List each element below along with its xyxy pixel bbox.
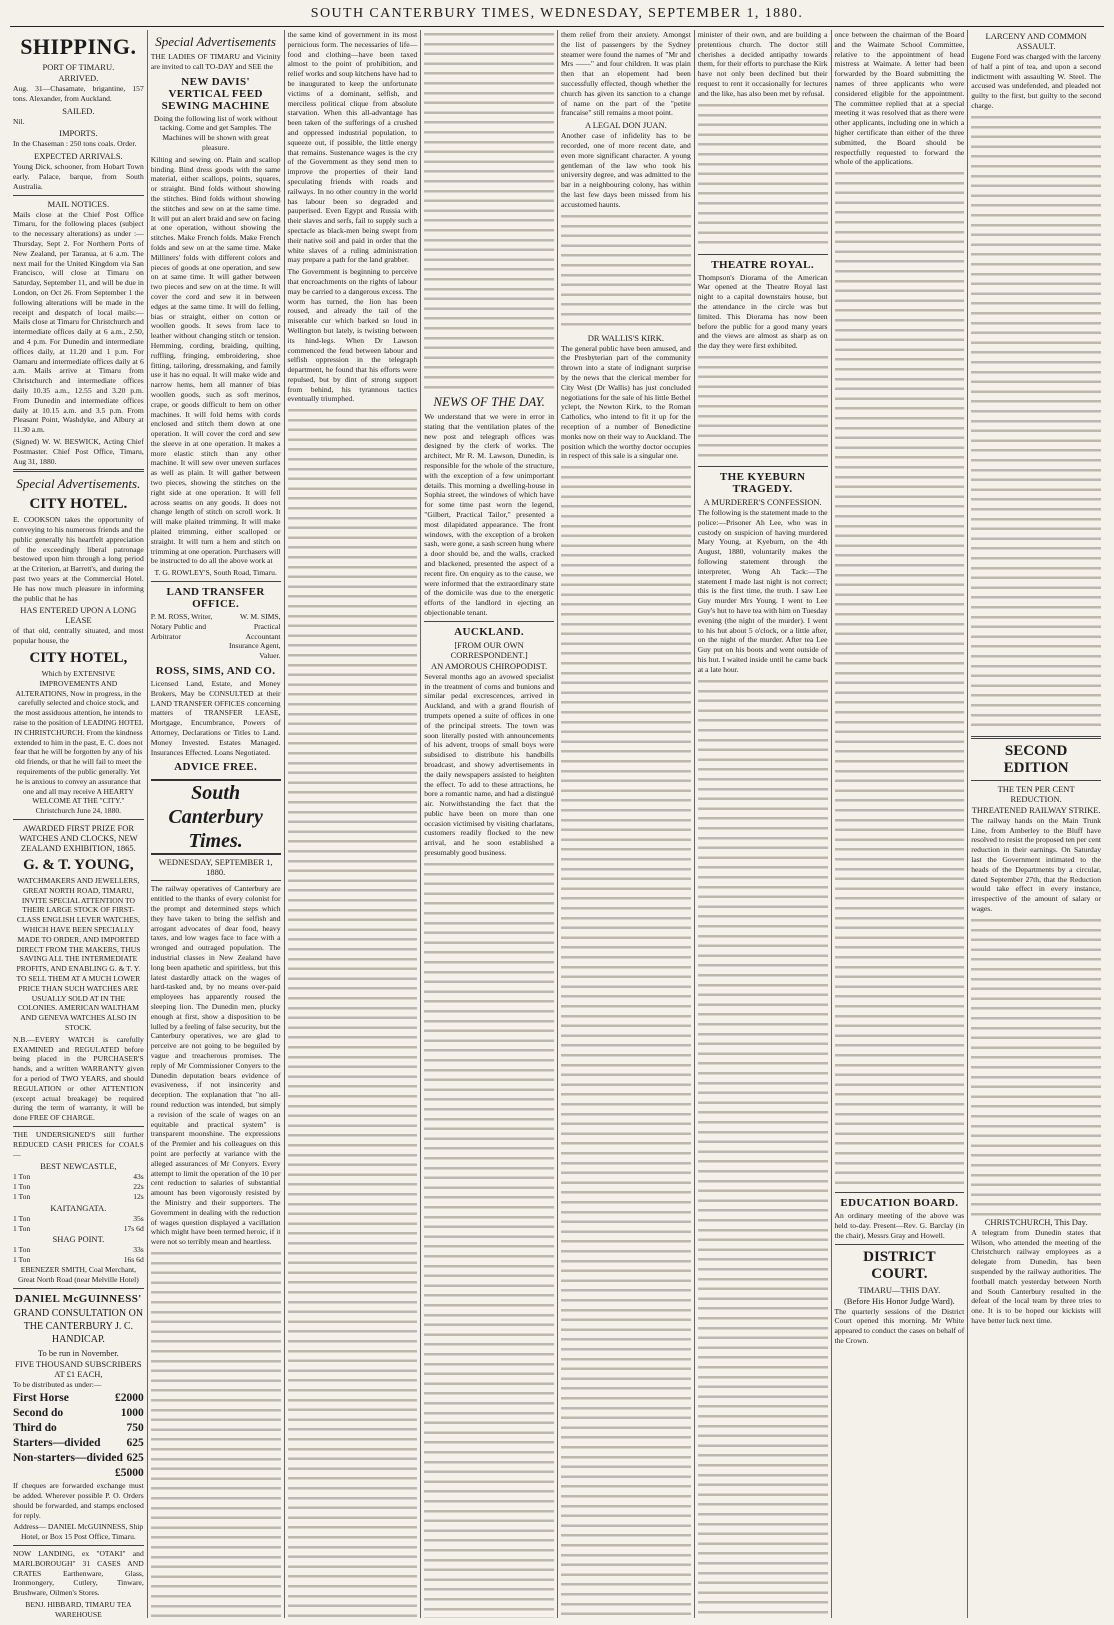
- coal-row: 1 Ton 33s: [13, 1245, 144, 1255]
- landing-text: NOW LANDING, ex "OTAKI" and MARLBOROUGH" 31 CASES AND CRATES Earthenware, Glass, Ironmongery, Cutlery, Tinware, Brushware, Oilmen's Stores.: [13, 1549, 144, 1598]
- column-5-text: them relief from their anxiety. Amongst the list of passengers by the Sydney steamer were found the names of "Mr and Mrs ——" and four children. It was plain then that an elopement had been successfully effected, though whether the church has given its sanction to a change of name on the part of the "petite francaise" still remains a moot point.: [561, 30, 691, 118]
- ladies-text: THE LADIES OF TIMARU and Vicinity are invited to call TO-DAY and SEE the: [150, 52, 281, 71]
- divider: [424, 621, 554, 622]
- subscribers: FIVE THOUSAND SUBSCRIBERS AT £1 EACH,: [15, 1358, 142, 1379]
- arrived-heading: ARRIVED.: [58, 73, 99, 83]
- column-3-text: the same kind of government in its most pernicious form. The necessaries of life—food and clothing—have been taxed almost to the point of prohibition, and relief works and soup kitchens have had to be inaugurated to keep the unfortunate victims of a dominant, selfish, and merciless political clique from absolute starvation. When this all-advantage has been taken of the sufferings of a crushed and oppressed industrial population, to squeeze out, if possible, the little energy that remains. Sustenance wages is the cry of the Government as they send men to improve the properties of their land speculating friends with roads and railways. In no other country in the world has labour been so degraded and pauperised. Even Egypt and Russia with their slaves and serfs, fail to supply such a spectacle as black-men being swept from their native soil and paid in order that the white slaves of a ruling administration may prepare a path for the land grabber.: [287, 30, 418, 265]
- divider: [151, 581, 281, 582]
- column-5: [557, 30, 694, 1618]
- larceny-heading: LARCENY AND COMMON ASSAULT.: [985, 31, 1087, 51]
- coal-best: BEST NEWCASTLE,: [40, 1161, 117, 1172]
- consult-drawn: To be run in November.: [37, 1347, 119, 1358]
- divider: [13, 1545, 144, 1546]
- legal-text: Another case of infidelity has to be recorded, one of more recent date, and even more significant character. A young gentleman of the law who took his university degree, and was admitted to the bar in a neighbouring colony, has within the last few days been missed from his accustomed haunts.: [561, 131, 691, 209]
- award-text: AWARDED FIRST PRIZE FOR WATCHES AND CLOCKS, NEW ZEALAND EXHIBITION, 1865.: [19, 823, 138, 854]
- christchurch-heading: CHRISTCHURCH, This Day.: [984, 1216, 1088, 1227]
- hotel-lease: HAS ENTERED UPON A LONG LEASE: [20, 605, 137, 626]
- hotel-text-3: Which by EXTENSIVE IMPROVEMENTS AND ALTERATIONS, Now in progress, in the carefully selected and choice stock, and the most assiduous attention, he intends to raise to the position of LEADING HOTEL IN CHRISTCHURCH. From the kindness extended to him in the past, E. C. does not fear that he will be forgotten by any of his old friends, or that he will fail to meet the requirements of the public generally. Yet he is anxious to convey an assurance that one and all may receive A HEARTY WELCOME AT THE "CITY." Christchurch June 24, 1880.: [13, 669, 144, 816]
- divider: [13, 195, 144, 196]
- sailed-heading: SAILED.: [62, 105, 95, 116]
- kirk-text: The general public have been amused, and the Presbyterian part of the community thrown into a state of indignant surprise by the news that the clerical member for City West (Dr Wallis) has just concluded negotiations for the sale of his little Bethel yclept, the Newton Kirk, to the Roman Catholics, who intend to fit it up for the reception of a number of Benedictine monks now on their way to Auckland. The position which the worthy doctor occupies in respect of this sale is a singular one.: [561, 343, 691, 461]
- mcguinness-heading: DANIEL McGUINNESS': [15, 1292, 142, 1305]
- expected-heading: EXPECTED ARRIVALS.: [34, 151, 123, 162]
- christchurch-text: A telegram from Dunedin states that Wilson, who attended the meeting of the Christchurch railway employees as a delegate from Dunedin, has been suspended by the railway authorities. The football match yesterday between North and South Canterbury resulted in the defeat of the local team by three tries to one. It is to be hoped our kickists will have better luck next time.: [971, 1227, 1101, 1325]
- davis-text: Doing the following list of work without tacking. Come and get Samples. The Machines will be shown with great pleasure.: [153, 113, 278, 152]
- imports-heading: IMPORTS.: [59, 128, 98, 139]
- column-7: [831, 30, 968, 1618]
- imports-text: In the Chaseman : 250 tons coals. Order.: [13, 139, 137, 149]
- work-list: Kilting and sewing on. Plain and scallop binding. Bind dress goods with the same material, either scallops, points, squares, or straight. Bind folds without showing the stitches. Bind folds without showing the stitches and sew on at the same time. It will put an alert braid and sew on facing at one operation, without showing the stitches. Make French folds. Make French folds and sew on at the same time. Make Milliners' folds with different colors and pieces of goods at one operation, and sew on at same time. It will gather between two pieces and sew on at the time. It will cover the cord and sew it in between edges at the same time. It will do felling, bias or straight, either on cotton or woollen goods. It sews from lace to leather without changing stitch or tension. Hemming, cording, braiding, quilting, ruffling, fringing, embroidering, shoe fitting, tailoring, dressmaking, and family use it has no equal. It will make wide and narrow hems, hem all manner of bias woollen goods, such as soft merinos, crape, or goods difficult to hem on other machines. It will fold hems with cords enclosed and stitch them down at one operation. It will cover the cord and sew the sleeve in at one operation. It makes a more elastic stitch than any other machine. It will sew over uneven surfaces as well as plain. It will gather between two pieces, showing the stitches on the right side at one operation. It will fell across seams on any goods. It does not change length of stitch on scroll work. It will make plaited trimming. It will make plaited trimming, either scalloped or straight. It will turn a hem and stitch on trimming at one operation. Purchasers will be instructed to do all the above work at: [150, 154, 281, 566]
- strike-heading: THREATENED RAILWAY STRIKE.: [971, 804, 1101, 815]
- coal-kaitangata: KAITANGATA.: [50, 1202, 107, 1213]
- legal-heading: A LEGAL DON JUAN.: [584, 120, 667, 131]
- consultation-heading: GRAND CONSULTATION ON THE CANTERBURY J. C. HANDICAP.: [13, 1307, 144, 1345]
- landing-signature: BENJ. HIBBARD, TIMARU TEA WAREHOUSE: [25, 1600, 132, 1618]
- davis-heading: NEW DAVIS' VERTICAL FEED SEWING MACHINE: [161, 75, 270, 112]
- education-heading: EDUCATION BOARD.: [840, 1197, 959, 1210]
- mail-signature: (Signed) W. W. BESWICK, Acting Chief Postmaster. Chief Post Office, Timaru, Aug 31, 1880.: [13, 436, 144, 466]
- kyeburn-heading: THE KYEBURN TRAGEDY.: [719, 470, 806, 495]
- prize-row: Starters—divided 625: [13, 1437, 144, 1450]
- ross-heading: ROSS, SIMS, AND CO.: [155, 665, 276, 678]
- hotel-text: E. COOKSON takes the opportunity of conveying to his numerous friends and the public generally his heartfelt appreciation of the exceedingly liberal patronage bestowed upon him through a long period at the Criterion, at Barrett's, and during the past two years at the Commercial Hotel. He has now much pleasure in informing the public that he has: [13, 515, 144, 603]
- text-continuation: [971, 113, 1101, 733]
- text-continuation: [561, 463, 691, 1618]
- coal-row: 1 Ton 43s: [13, 1172, 144, 1182]
- theatre-text: Thompson's Diorama of the American War opened at the Theatre Royal last night to a capital downstairs house, but the attendance in the circle was but limited. This Diorama has now been before the public for a good many years and the views are almost as sharp as on the day they were first exhibited.: [697, 272, 828, 351]
- prize-total: £5000: [115, 1467, 144, 1480]
- text-continuation: [424, 30, 554, 390]
- auckland-heading: AUCKLAND.: [454, 625, 525, 638]
- divider: [698, 254, 828, 255]
- mail-text: Mails close at the Chief Post Office Timaru, for the following places (subject to the necessary alterations) as under :— Thursday, Sept 2. For Northern Ports of New Zealand, per Taranua, at 6 a.m. The next mail for the United Kingdom via San Francisco, will close at Timaru on Saturday, September 11, and will be due in London, on Oct 26. From September 1 the following alterations will be made in the receipt and despatch of local mails:— Mails close at Timaru for Christchurch and intermediate offices daily at 6 a.m., 2.50, and 4 p.m. For Dunedin and intermediate offices daily, at 11.20 and 1 p.m. For Oamaru and intermediate offices daily at 6 a.m. Mails arrive at Timaru from Christchurch and intermediate offices daily 10.35 a.m., 12.55 and 3.20 p.m. From Dunedin and intermediate offices daily at 10.15 a.m. and 3.5 p.m. From Pleasant Point, Washdyke, and Albury at 11.30 a.m.: [13, 209, 144, 435]
- court-text: The quarterly sessions of the District Court opened this morning. Mr White appeared to conduct the cases on behalf of the Crown.: [834, 1306, 965, 1345]
- column-4: [420, 30, 557, 1618]
- column-8: [967, 30, 1104, 1618]
- news-heading: NEWS OF THE DAY.: [433, 394, 545, 409]
- kirk-heading: DR WALLIS'S KIRK.: [587, 332, 664, 343]
- text-continuation: [424, 860, 554, 1618]
- reduction-heading: THE TEN PER CENT REDUCTION.: [997, 783, 1075, 804]
- coal-row: 1 Ton 35s: [13, 1213, 144, 1223]
- address-text: Address— DANIEL McGUINNESS, Ship Hotel, or Box 15 Post Office, Timaru.: [13, 1522, 144, 1542]
- text-continuation: [561, 212, 691, 332]
- text-continuation: [835, 169, 965, 1189]
- divider: [151, 880, 281, 881]
- young-heading: G. & T. YOUNG,: [23, 857, 134, 874]
- larceny-text: Eugene Ford was charged with the larceny of half a pint of tea, and upon a second indictment with assaulting W. Steel. The accused was undefended, and pleaded not guilty to the first, but guilty to the second charge.: [971, 52, 1101, 110]
- column-1: [10, 30, 147, 1618]
- column-3-text-2: The Government is beginning to perceive that encroachments on the rights of labour may be carried to a dangerous excess. The worm has turned, the lion has been roused, and already the tail of the miserable cur which barked so loud in Wellington but lately, is twisting between its hind-legs. When Dr Lawson commenced the feud between labour and selfish oppression in the telegraph department, he found that his efforts were repulsed, but by dint of strong support from behind, his tyrannous tactics eventually triumphed.: [287, 267, 418, 404]
- arrived-text: Aug. 31—Chasamate, brigantine, 157 tons. Alexander, from Auckland.: [13, 84, 144, 103]
- ross-text: Licensed Land, Estate, and Money Brokers, May be CONSULTED at their LAND TRANSFER OFFICES concerning matters of TRANSFER LEASE, Mortgage, Encumbrance, Powers of Attorney, Declarations or Titles to Land. Money Invested. Estates Managed. Insurances Effected. Loans Negotiated.: [150, 679, 281, 757]
- text-continuation: [698, 353, 828, 463]
- divider: [971, 736, 1101, 739]
- cheque-text: If cheques are forwarded exchange must be added. Wherever possible P. O. Orders should be forwarded, and stamps enclosed for reply.: [13, 1481, 144, 1520]
- text-continuation: [288, 406, 418, 1618]
- column-3: [284, 30, 421, 1618]
- news-text: We understand that we were in error in stating that the ventilation plates of the new post and telegraph offices was designed by the clerk of works. The architect, Mr R. M. Lawson, Dunedin, is responsible for the whole of the structure, with the exception of a few unimportant details. This morning a dwelling-house in Sophia street, the windows of which have for some time past worn the legend, "Gilbert, Practical Tailor," presented a most dilapidated appearance. The front windows, with the exception of a broken sash, were gone, a sash screen hung where a door should be, and the walls, cracked and blackened, presented the aspect of a recent fire. On enquiry as to the cause, we were informed that the extraordinary state of the domicile was due to the energetic efforts of the landlord in ejecting an objectionable tenant.: [424, 412, 554, 617]
- masthead-rule: [10, 26, 1104, 27]
- hotel-text-2: of that old, centrally situated, and most popular house, the: [13, 626, 144, 646]
- prize-row: Non-starters—divided 625: [13, 1452, 144, 1465]
- dateline: WEDNESDAY, SEPTEMBER 1, 1880.: [158, 857, 273, 878]
- leader-text: The railway operatives of Canterbury are entitled to the thanks of every colonist for the prompt and determined steps which they have taken to bring the selfish and arrogant advocates of dear food, heavy taxes, and low wages face to face with a wronged and outraged population. The industrial classes in New Zealand have long been apathetic and spiritless, but this latest dastardly attack on the wages of hard-tasked and, by no means over-paid employees has apparently roused the sleeping lion. The Dunedin men, plucky enough at first, show a disposition to be lulled by a feeling of false security, but the Canterbury operatives, we are glad to perceive are not going to be beguiled by vague and treacherous promises. The reply of Mr Commissioner Conyers to the Dunedin deputation bears evidence of evasiveness, if not insincerity and deception. The explanation that "no all-round reduction was intended, but simply a revision of the scale of wages on an equitable and practical system" is transparent moonshine. The expressions of the Premier and his colleagues on this point are perfectly at variance with the alleged assurances of Mr Conyers. Every attempt to limit the operation of the 10 per cent reduction to salaries of substantial amount has been vigorously resisted by the Ministry and their supporters. The Government in dealing with the reduction of wages question displayed a vacillation which might have been termed heroic, if it were not so terribly mean and heartless.: [150, 884, 281, 1247]
- land-transfer-heading: LAND TRANSFER OFFICE.: [166, 586, 265, 611]
- judge-line: (Before His Honor Judge Ward).: [843, 1295, 955, 1306]
- prize-row: First Horse £2000: [13, 1392, 144, 1405]
- chiropodist-heading: AN AMOROUS CHIROPODIST.: [430, 660, 548, 671]
- column-6: [694, 30, 831, 1618]
- divider: [971, 780, 1101, 781]
- second-edition-heading: SECOND EDITION: [1003, 742, 1069, 776]
- chiropodist-text: Several months ago an avowed specialist in the treatment of corns and bunions and similar pedal excrescences, arrived in Auckland, and with a grand flourish of trumpets opened a suite of offices in one of the principal streets. The town was soon literally posted with announcements of his advent, troops of small boys were subsidised to distribute his handbills broadcast, and showy advertisements in the daily newspapers assisted to heighten the effect. To add to these attractions, he bore a romantic name, and had a distingué air. Notwithstanding the fact that the public have been on more than one occasion victimised by visiting charlatans, customers readily flocked to the new arrival, and he soon established a presumably good business.: [424, 671, 554, 858]
- confession-heading: A MURDERER'S CONFESSION.: [703, 496, 822, 507]
- coal-row: 1 Ton 22s: [13, 1182, 144, 1192]
- special-ads-heading: Special Advertisements.: [16, 476, 141, 492]
- timaru-this-day: TIMARU—THIS DAY.: [858, 1284, 941, 1295]
- shipping-heading: SHIPPING.: [20, 34, 137, 59]
- rowley-signature: T. G. ROWLEY'S, South Road, Timaru.: [154, 568, 277, 578]
- expected-text: Young Dick, schooner, from Hobart Town early. Palace, barque, from South Australia.: [13, 162, 144, 191]
- district-court-heading: DISTRICT COURT.: [863, 1248, 936, 1282]
- column-6-text: minister of their own, and are building a pretentious church. The doctor still cherishes a decided antipathy towards them, for their efforts to purchase the Kirk have not only been declined but their request to rent it occasionally for lectures and the like, has also been met by refusal.: [697, 30, 828, 98]
- column-7-text: once between the chairman of the Board and the Waimate School Committee, relative to the appointment of head mistress at Waimate. A letter had been forwarded by the Board submitting the names of three applicants who were considered eligible for the appointment. The committee replied that at a special meeting it was resolved that as there were other applicants, including one in which a higher certificate than either of the three submitted, the Board should be respectfully requested to forward the whole of the applications.: [834, 30, 965, 167]
- mail-heading: MAIL NOTICES.: [47, 198, 110, 209]
- text-continuation: [698, 677, 828, 1619]
- own-correspondent: [FROM OUR OWN CORRESPONDENT.]: [450, 639, 528, 660]
- masthead: SOUTH CANTERBURY TIMES, WEDNESDAY, SEPTEMBER 1, 1880.: [310, 6, 804, 21]
- divider: [698, 466, 828, 467]
- city-hotel-heading-2: CITY HOTEL,: [29, 650, 128, 667]
- divider: [835, 1244, 965, 1245]
- column-2: [147, 30, 284, 1618]
- divider: [13, 1126, 144, 1127]
- special-ads-heading: Special Advertisements: [155, 34, 276, 49]
- divider: [13, 469, 144, 472]
- sailed-text: Nil.: [13, 116, 25, 126]
- young-text: WATCHMAKERS AND JEWELLERS, GREAT NORTH ROAD, TIMARU, INVITE SPECIAL ATTENTION TO THEIR LARGE STOCK OF FIRST-CLASS ENGLISH LEVER WATCHES, WHICH HAVE BEEN SPECIALLY MADE TO ORDER, AND IMPORTED DIRECT FROM THE MAKERS, THUS SAVING ALL THE INTERMEDIATE PROFITS, AND ENABLING G. & T. Y. TO SELL THEM AT A MUCH LOWER PRICE THAN SUCH WATCHES ARE USUALLY SOLD AT IN THE COLONIES. AMERICAN WALTHAM AND GENEVA WATCHES ALSO IN STOCK.: [16, 876, 141, 1032]
- port-heading: PORT OF TIMARU.: [42, 62, 115, 72]
- city-hotel-heading: CITY HOTEL.: [29, 496, 128, 513]
- strike-text: The railway hands on the Main Trunk Line, from Amberley to the Bluff have resolved to resist the proposed ten per cent reduction in their earnings. On Saturday last the Government intimated to the heads of the Departments by a circular, dated September 27th, that the Reduction would take effect in every instance, irrespective of the amount of salary or wages.: [971, 815, 1101, 913]
- prize-row: Third do 750: [13, 1422, 144, 1435]
- divider: [835, 1192, 965, 1193]
- coal-signature: EBENEZER SMITH, Coal Merchant, Great North Road (near Melville Hotel): [17, 1264, 139, 1284]
- text-continuation: [698, 101, 828, 251]
- young-nb: N.B.—EVERY WATCH is carefully EXAMINED and REGULATED before being placed in the PURCHASER'S hands, and a written WARRANTY given for a period of TWO YEARS, and should REGULATION or other ATTENTION (except actual breakage) be required during the term of warranty, it will be done FREE OF CHARGE.: [13, 1034, 144, 1123]
- coal-row: 1 Ton 17s 6d: [13, 1223, 144, 1233]
- nameplate: South Canterbury Times.: [151, 779, 281, 855]
- text-continuation: [971, 916, 1101, 1216]
- distributed: To be distributed as under:—: [13, 1379, 102, 1389]
- coal-row: 1 Ton 12s: [13, 1191, 144, 1201]
- coal-text: THE UNDERSIGNED'S still further REDUCED CASH PRICES for COALS—: [13, 1129, 144, 1159]
- education-text: An ordinary meeting of the above was held to-day. Present—Rev. G. Barclay (in the chair), Messrs Gray and Howell.: [834, 1211, 965, 1240]
- prize-row: Second do 1000: [13, 1407, 144, 1420]
- kyeburn-text: The following is the statement made to the police:—Prisoner Ah Lee, who was in custody on suspicion of having murdered Mary Young, at Kyeburn, on the 4th August, 1880, voluntarily makes the following statement through the interpreter, Wong Ah Tack:—The statement I made last night is not correct; this is the first time, the truth. I saw Lee Guy murder Mrs Young. I went to Lee Guy's hut to have tea with him on Tuesday evening (the night of the murder). I went to his hut about 5 o'clock, or a little after, on the night of the murder. After tea Lee Guy put on his boots and went outside of his hut. I waited inside until he came back at a late hour.: [697, 507, 828, 674]
- divider: [13, 819, 144, 820]
- theatre-heading: THEATRE ROYAL.: [711, 258, 815, 271]
- advice-free: ADVICE FREE.: [174, 761, 258, 774]
- text-continuation: [151, 1249, 281, 1618]
- ross-partners: P. M. ROSS, Writer, Notary Public and Arbitrator W. M. SIMS, Practical Accountant Insurance Agent, Valuer.: [150, 612, 281, 661]
- coal-row: 1 Ton 16s 6d: [13, 1255, 144, 1265]
- columns: [10, 30, 1104, 1618]
- divider: [13, 1288, 144, 1289]
- coal-shag-point: SHAG POINT.: [52, 1234, 105, 1245]
